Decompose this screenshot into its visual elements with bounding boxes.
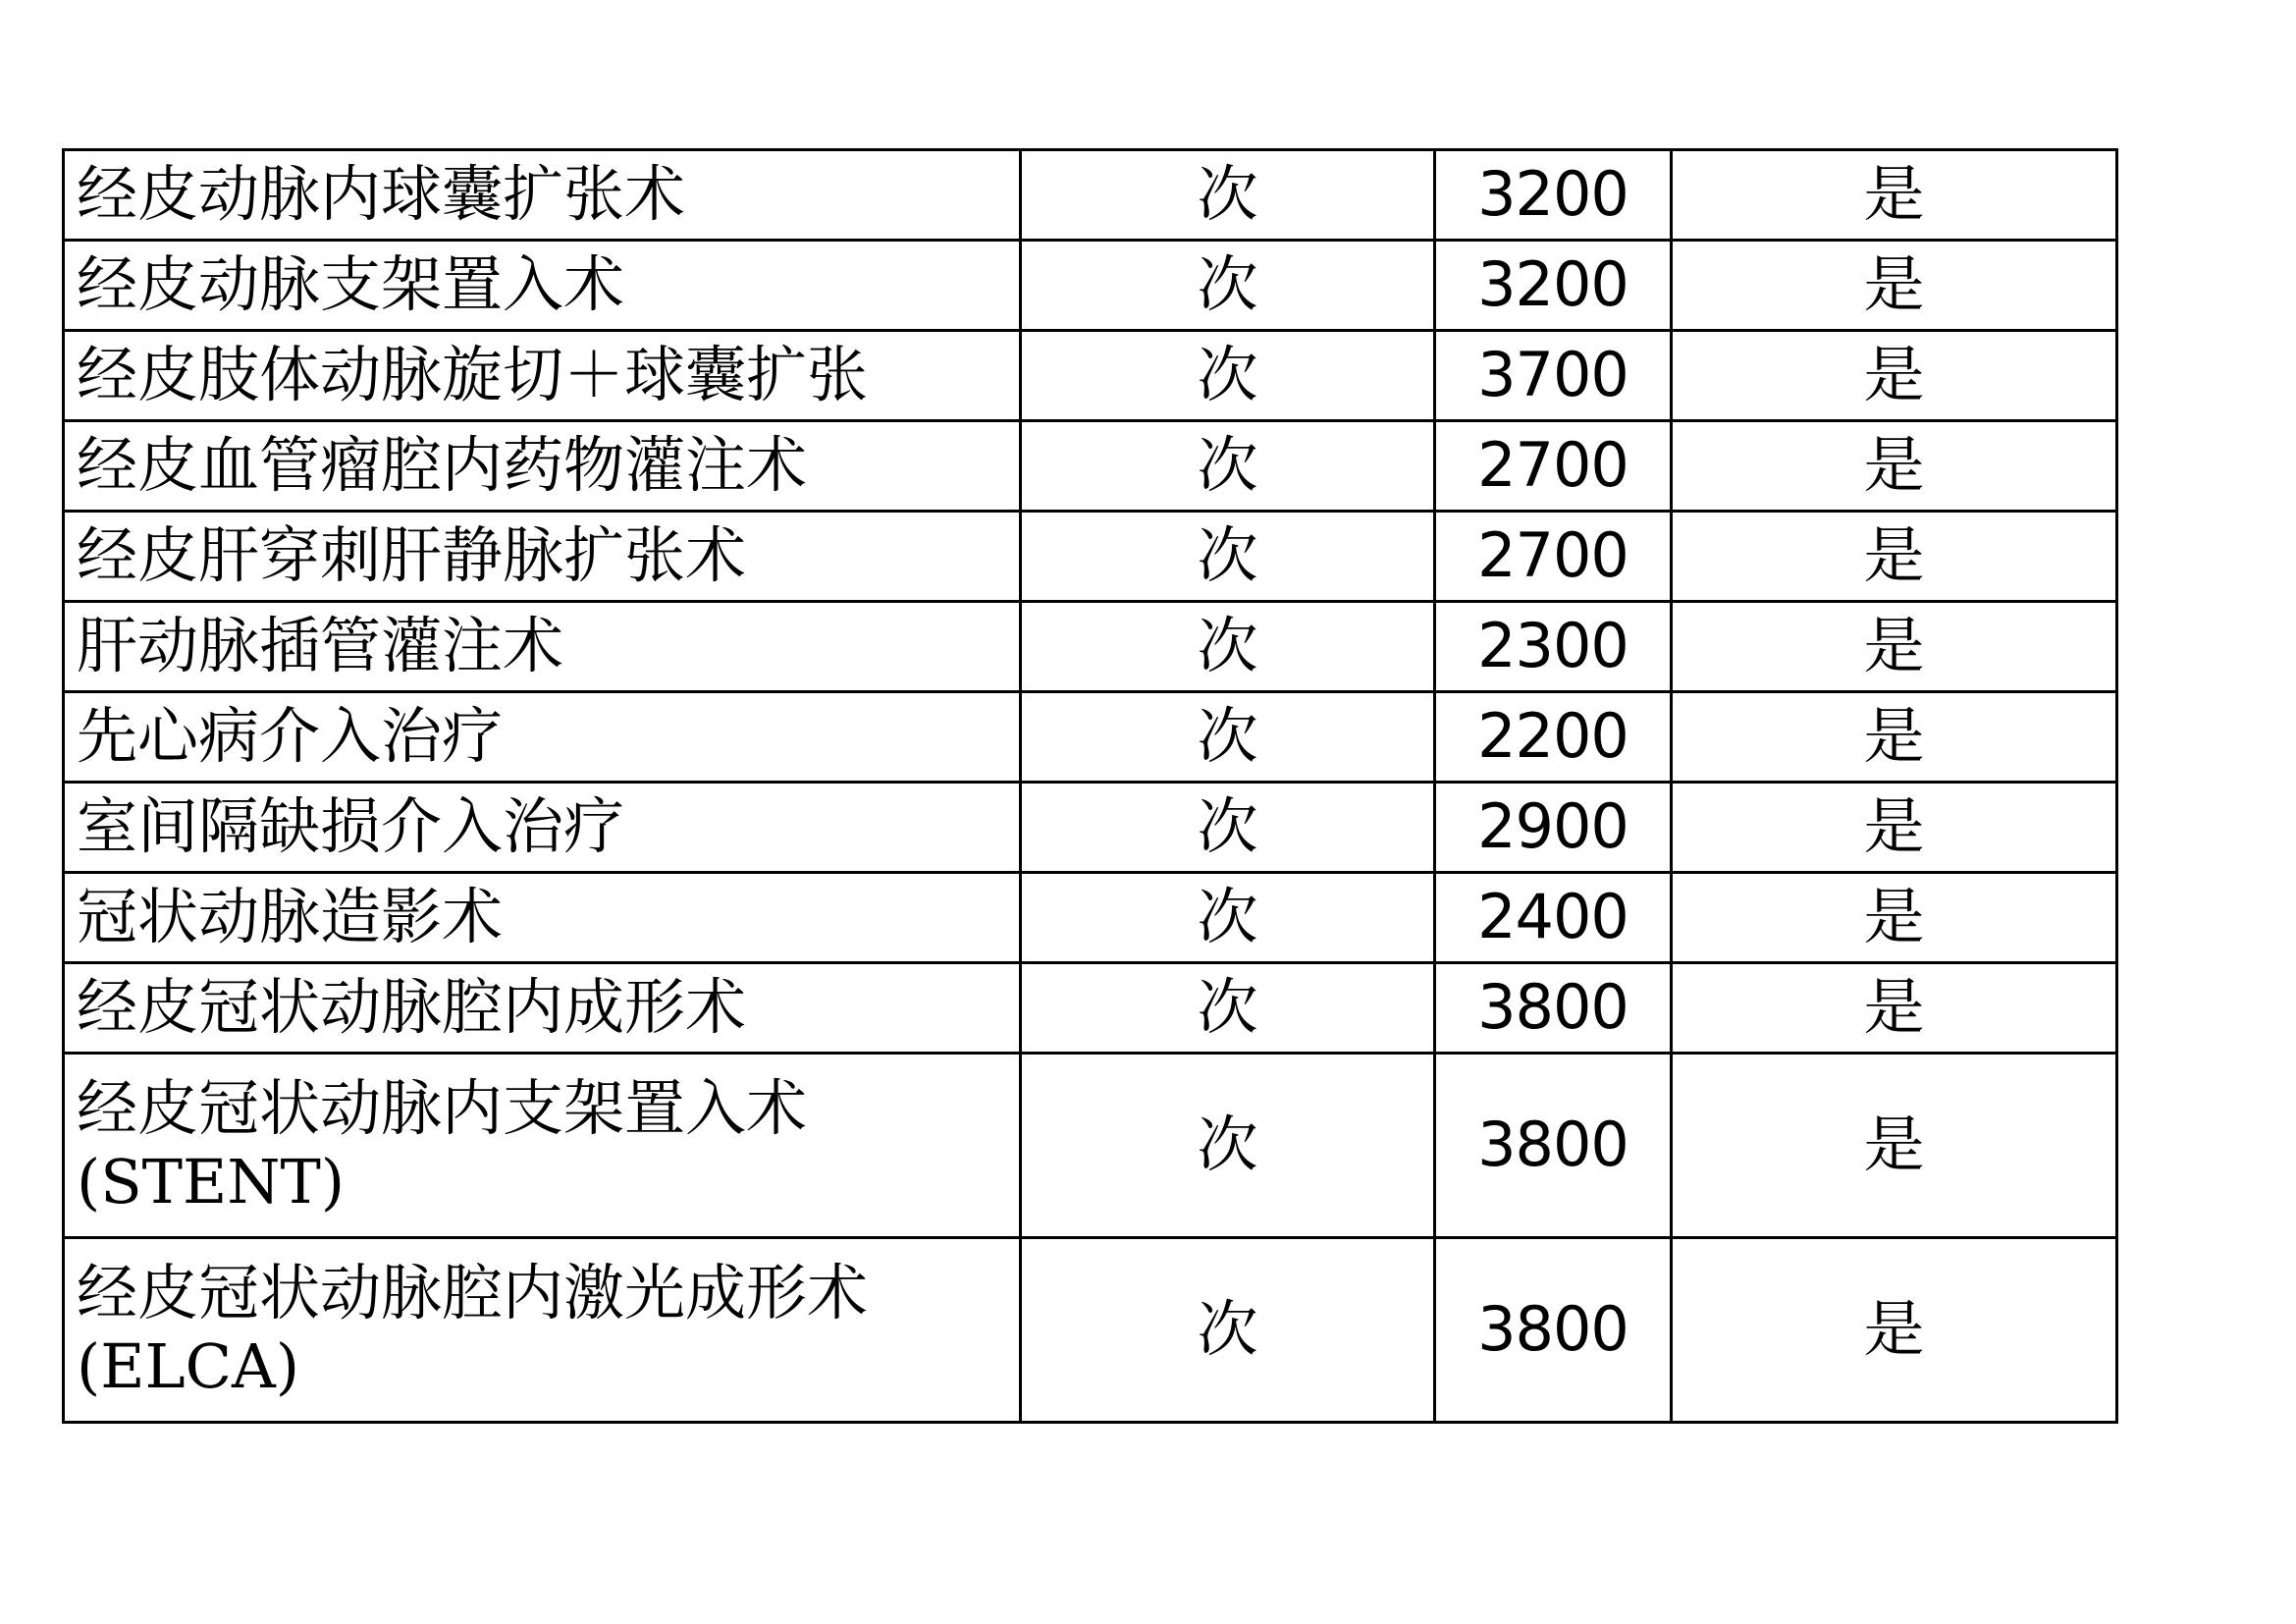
flag-cell: 是: [1672, 692, 2117, 783]
unit-cell: 次: [1021, 873, 1435, 963]
unit-cell: 次: [1021, 1238, 1435, 1423]
price-cell: 3800: [1435, 1238, 1672, 1423]
flag-cell: 是: [1672, 602, 2117, 692]
flag-cell: 是: [1672, 873, 2117, 963]
procedure-name-cell: [64, 150, 1021, 241]
table-row: [64, 692, 2117, 783]
procedure-name-line: 经皮肝穿刺肝静脉扩张术: [77, 519, 747, 592]
unit-cell: 次: [1021, 241, 1435, 331]
price-cell: 2300: [1435, 602, 1672, 692]
procedure-name-line: (ELCA): [77, 1329, 300, 1402]
procedure-name-line: 经皮冠状动脉腔内激光成形术: [77, 1257, 869, 1329]
table-row: [64, 421, 2117, 512]
flag-cell: 是: [1672, 331, 2117, 421]
price-cell: 3800: [1435, 963, 1672, 1054]
procedure-name-line: 经皮血管瘤腔内药物灌注术: [77, 429, 808, 502]
procedure-name-cell: [64, 692, 1021, 783]
price-cell: 2900: [1435, 783, 1672, 873]
procedure-name-line: (STENT): [77, 1145, 346, 1218]
procedure-name-line: 先心病介入治疗: [77, 700, 504, 773]
flag-cell: 是: [1672, 512, 2117, 602]
flag-cell: 是: [1672, 150, 2117, 241]
price-cell: 2200: [1435, 692, 1672, 783]
flag-cell: 是: [1672, 963, 2117, 1054]
unit-cell: 次: [1021, 150, 1435, 241]
unit-cell: 次: [1021, 512, 1435, 602]
procedure-name-line: 经皮冠状动脉内支架置入术: [77, 1072, 808, 1145]
unit-cell: 次: [1021, 602, 1435, 692]
unit-cell: 次: [1021, 783, 1435, 873]
procedure-name-cell: [64, 1054, 1021, 1238]
procedure-name-cell: [64, 512, 1021, 602]
procedure-name-cell: [64, 783, 1021, 873]
procedure-name-cell: [64, 963, 1021, 1054]
unit-cell: 次: [1021, 963, 1435, 1054]
procedure-name-line: 冠状动脉造影术: [77, 881, 504, 953]
table-row: [64, 963, 2117, 1054]
procedure-name-cell: [64, 602, 1021, 692]
price-cell: 2700: [1435, 512, 1672, 602]
table-row: [64, 783, 2117, 873]
procedure-name-cell: [64, 241, 1021, 331]
flag-cell: 是: [1672, 241, 2117, 331]
procedure-name-cell: [64, 421, 1021, 512]
table-row: [64, 150, 2117, 241]
flag-cell: 是: [1672, 1054, 2117, 1238]
price-cell: 3200: [1435, 241, 1672, 331]
table-row: [64, 1238, 2117, 1423]
flag-cell: 是: [1672, 1238, 2117, 1423]
unit-cell: 次: [1021, 421, 1435, 512]
price-cell: 3700: [1435, 331, 1672, 421]
price-cell: 2400: [1435, 873, 1672, 963]
procedure-name-line: 室间隔缺损介入治疗: [77, 790, 625, 863]
procedure-name-line: 经皮肢体动脉旋切＋球囊扩张: [77, 339, 869, 411]
flag-cell: 是: [1672, 783, 2117, 873]
table-row: [64, 241, 2117, 331]
unit-cell: 次: [1021, 331, 1435, 421]
procedure-name-line: 经皮动脉支架置入术: [77, 248, 625, 321]
procedure-name-line: 经皮动脉内球囊扩张术: [77, 158, 686, 231]
procedure-name-cell: [64, 331, 1021, 421]
price-cell: 2700: [1435, 421, 1672, 512]
unit-cell: 次: [1021, 692, 1435, 783]
table-row: [64, 873, 2117, 963]
procedure-name-cell: [64, 873, 1021, 963]
flag-cell: 是: [1672, 421, 2117, 512]
unit-cell: 次: [1021, 1054, 1435, 1238]
procedure-name-cell: [64, 1238, 1021, 1423]
table-row: [64, 1054, 2117, 1238]
table-row: [64, 602, 2117, 692]
fee-table: [62, 148, 2118, 1424]
table-row: [64, 512, 2117, 602]
procedure-name-line: 肝动脉插管灌注术: [77, 610, 564, 682]
table-row: [64, 331, 2117, 421]
price-cell: 3200: [1435, 150, 1672, 241]
procedure-name-line: 经皮冠状动脉腔内成形术: [77, 971, 747, 1044]
fee-table-body: [64, 150, 2117, 1423]
price-cell: 3800: [1435, 1054, 1672, 1238]
